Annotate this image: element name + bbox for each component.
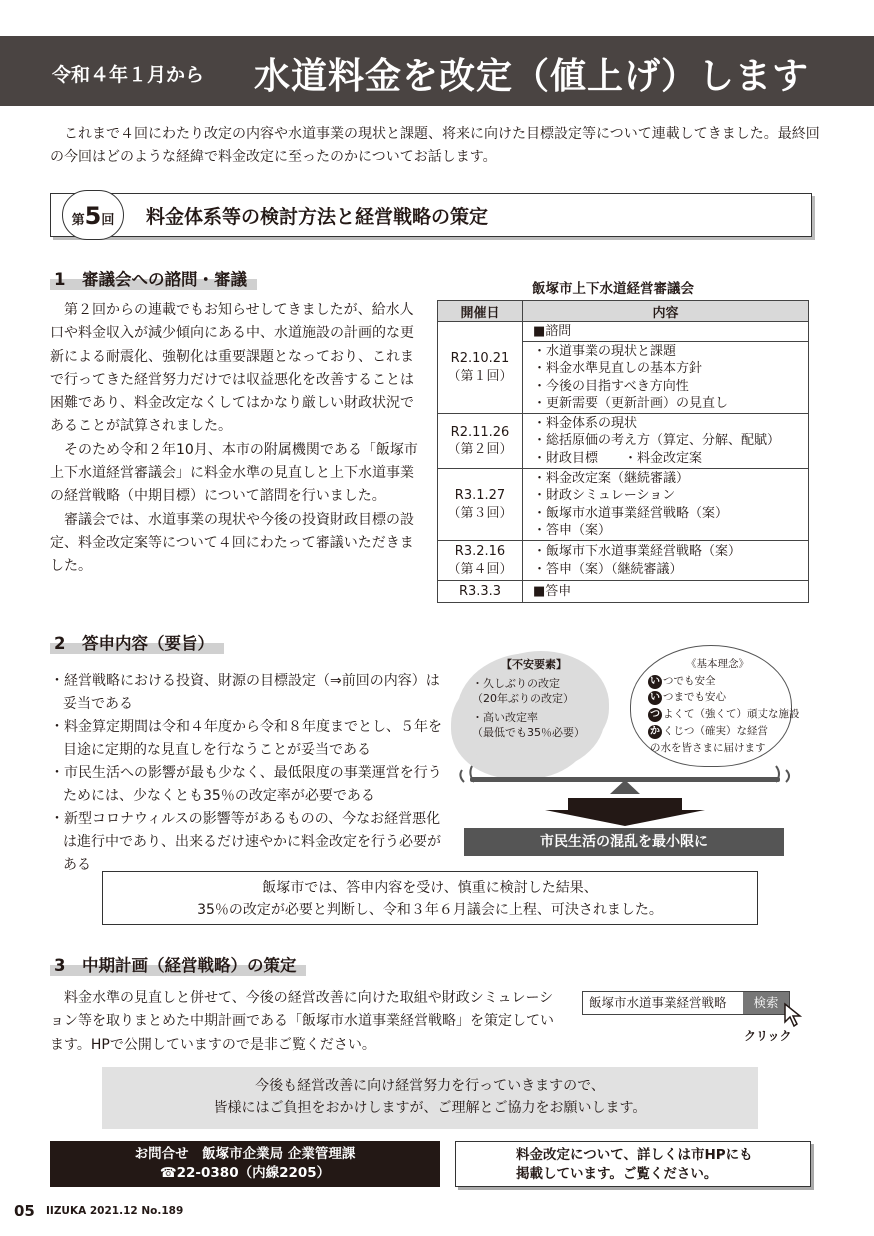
table-header-row [438,301,809,322]
principle-item [648,723,798,740]
table-cell-content [523,541,809,581]
principle-item [648,689,798,706]
principle-item [648,673,798,690]
meeting-number: （第３回） [447,505,513,521]
concern-item: （最低でも35％必要） [472,726,585,739]
contact-phone: ☎22-0380（内線2205） [159,1165,331,1181]
motion-line [460,770,464,782]
principles-footer: の水を皆さまに届けます [650,741,766,754]
meeting-number: （第４回） [447,561,513,577]
website-note-line: 掲載しています。ご覧ください。 [516,1166,718,1182]
table-cell-content [523,469,809,541]
balance-scale-graphic [450,760,800,830]
search-input[interactable]: 飯塚市水道事業経営戦略 [589,995,727,1010]
principles-text [648,656,798,756]
meeting-date: R3.3.3 [458,583,502,599]
agenda-item: ・水道事業の現状と課題 [533,344,677,360]
s3-body [50,987,554,1057]
s1-body [50,299,422,579]
decision-line: 35％の改定が必要と判断し、令和３年６月議会に上程、可決されました。 [197,902,663,918]
principle-initial: つ [650,709,660,721]
search-button[interactable]: 検索 [743,992,789,1014]
principle-initial: い [650,675,660,687]
agenda-item: ・総括原価の考え方（算定、分解、配賦） [533,433,781,449]
closing-line: 今後も経営改善に向け経営努力を行っていきますので、 [255,1078,605,1094]
meeting-date: R2.11.26 [450,424,510,440]
table-cell-content [523,414,809,469]
down-arrow-icon [545,798,705,826]
closing-message [102,1067,758,1129]
table-row [438,581,809,603]
table-row [438,414,809,469]
table-caption: 飯塚市上下水道経営審議会 [532,281,694,297]
table-cell-date [438,322,523,414]
col-header-date: 開催日 [438,301,523,322]
badge-prefix: 第 [71,213,85,228]
click-label: クリック [744,1029,792,1043]
concerns-text [472,657,596,740]
intro-paragraph: これまで４回にわたり改定の内容や水道事業の現状と課題、将来に向けた目標設定等について連載してきました。最終回の今回はどのような経緯で料金改定に至ったのかについてお話します。 [50,126,820,165]
concerns-title: 【不安要素】 [501,658,567,671]
s1-paragraph: 第２回からの連載でもお知らせしてきましたが、給水人口や料金収入が減少傾向にある中、水道施設の計画的な更新による耐震化、強靭化は重要課題となっており、これまで行ってきた経営努力だけでは収益悪化を改善することは困難であり、料金改定なくしてはかなり厳しい財政状況であることが試算されました。 [50,302,414,435]
search-box[interactable] [582,991,790,1015]
agenda-item: ・財政目標 ・料金改定案 [533,450,703,466]
publication-info: IIZUKA 2021.12 No.189 [46,1205,184,1217]
page-title: 水道料金を改定（値上げ）します [254,56,810,97]
council-schedule-table [437,300,809,603]
principle-text: つでも安全 [663,674,716,687]
table-cell-content [523,342,809,414]
page-number: 05 [14,1202,35,1220]
principle-item [648,706,798,723]
website-note-line: 料金改定について、詳しくは市HPにも [516,1147,753,1163]
agenda-item: ・料金改定案（継続審議） [533,471,690,487]
decision-box [102,871,758,925]
section-title: 料金体系等の検討方法と経営戦略の策定 [146,206,489,228]
report-summary-list [50,670,442,877]
meeting-number: （第１回） [447,368,513,384]
decision-line: 飯塚市では、答申内容を受け、慎重に検討した結果、 [262,880,598,896]
agenda-item: ・飯塚市水道事業経営戦略（案） [533,505,729,521]
contact-department: お問合せ 飯塚市企業局 企業管理課 [134,1146,356,1162]
principle-initial: か [650,725,660,737]
agenda-item: ■諮問 [533,323,572,339]
list-item: ・経営戦略における投資、財源の目標設定（⇒前回の内容）は妥当である [50,673,440,712]
table-cell-content [523,581,809,603]
s1-paragraph: そのため令和２年10月、本市の附属機関である「飯塚市上下水道経営審議会」に料金水準の見直しと上下水道事業の経営戦略（中期目標）について諮問を行いました。 [50,441,418,505]
principle-text: よくて（強くて）頑丈な施設 [663,708,800,721]
table-cell-content [523,322,809,342]
list-item: ・市民生活への影響が最も少なく、最低限度の事業運営を行うためには、少なくとも35％の改定率が必要である [50,765,442,804]
heading-s1: 1 審議会への諮問・審議 [50,266,257,290]
list-item: ・新型コロナウィルスの影響等があるものの、今なお経営悪化は進行中であり、出来るだけ速やかに料金改定を行う必要がある [50,811,441,873]
s3-paragraph: 料金水準の見直しと併せて、今後の経営改善に向けた取組や財政シミュレーション等を取りまとめた中期計画である「飯塚市水道事業経営戦略」を策定しています。HPで公開していますので是非ご覧ください。 [50,990,554,1053]
principles-title: 《基本理念》 [686,658,749,670]
banner-subtitle: 令和４年１月から [52,64,205,86]
badge-suffix: 回 [101,213,115,228]
motion-line [786,770,789,782]
agenda-item: ・財政シミュレーション [533,488,676,504]
col-header-content: 内容 [523,301,809,322]
table-row [438,322,809,342]
principle-initial: い [650,692,660,704]
meeting-date: R2.10.21 [450,351,510,367]
heading-s2: 2 答申内容（要旨） [50,630,224,654]
scale-fulcrum [610,780,640,794]
contact-box [50,1141,440,1187]
agenda-item: ■答申 [533,583,572,599]
closing-line: 皆様にはご負担をおかけしますが、ご理解とご協力をお願いします。 [213,1100,647,1116]
section-number-badge [62,190,124,240]
concern-item: （20年ぶりの改定） [472,692,574,705]
s1-paragraph: 審議会では、水道事業の現状や今後の投資財政目標の設定、料金改定案等について４回にわたって審議いただきました。 [50,511,414,575]
concern-item: ・久しぶりの改定 [472,677,560,690]
table-row [438,541,809,581]
cursor-icon [782,1002,804,1028]
agenda-item: ・答申（案）（継続審議） [533,561,683,577]
agenda-item: ・料金水準見直しの基本方針 [533,361,703,377]
table-cell-date [438,414,523,469]
agenda-item: ・料金体系の現状 [533,416,638,432]
result-banner: 市民生活の混乱を最小限に [464,828,784,856]
table-cell-date [438,581,523,603]
table-cell-date [438,469,523,541]
agenda-item: ・今後の目指すべき方向性 [533,378,689,394]
concern-item: ・高い改定率 [472,711,538,724]
meeting-number: （第２回） [447,442,513,457]
agenda-item: ・飯塚市下水道事業経営戦略（案） [533,544,742,560]
meeting-date: R3.1.27 [454,488,506,504]
website-note-box [455,1141,811,1187]
principle-text: つまでも安心 [663,691,726,704]
agenda-item: ・答申（案） [533,522,612,538]
list-item: ・料金算定期間は令和４年度から令和８年度までとし、５年を目途に定期的な見直しを行なうことが妥当である [50,719,442,758]
badge-number: 5 [84,202,102,230]
table-cell-date [438,541,523,581]
agenda-item: ・更新需要（更新計画）の見直し [533,395,729,411]
table-row [438,469,809,541]
meeting-date: R3.2.16 [454,544,506,560]
principle-text: くじつ（確実）な経営 [663,724,768,737]
heading-s3: 3 中期計画（経営戦略）の策定 [50,952,306,976]
